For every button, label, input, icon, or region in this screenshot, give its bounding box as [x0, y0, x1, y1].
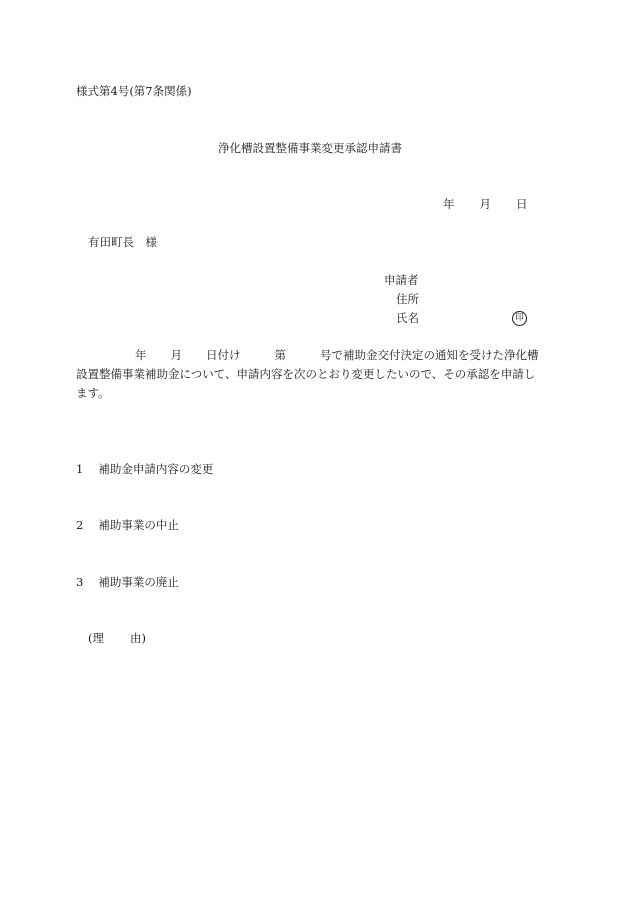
body-line-1 — [135, 350, 539, 362]
item-1-number: 1 — [76, 462, 84, 476]
reason-close: 由) — [130, 631, 146, 645]
body-year: 年 — [135, 348, 147, 362]
applicant-address-label: 住所 — [396, 292, 419, 306]
body-number-prefix: 第 — [274, 348, 286, 362]
reason-open: (理 — [88, 631, 104, 645]
reason-heading — [88, 633, 146, 645]
seal-circle: 印 — [512, 311, 527, 326]
date-year: 年 — [443, 197, 455, 211]
body-month: 月 — [170, 348, 182, 362]
body-line-3: ます。 — [76, 386, 110, 400]
addressee: 有田町長 様 — [88, 235, 157, 249]
body-line-1-rest: 号で補助金交付決定の通知を受けた浄化槽 — [320, 348, 539, 362]
item-1 — [76, 464, 213, 476]
date-day: 日 — [516, 197, 528, 211]
document-title: 浄化槽設置整備事業変更承認申請書 — [218, 141, 402, 155]
item-3 — [76, 577, 179, 589]
item-2-number: 2 — [76, 518, 84, 532]
body-dated: 日付け — [206, 348, 241, 362]
body-line-2: 設置整備事業補助金について、申請内容を次のとおり変更したいので、その承認を申請し — [76, 367, 536, 381]
item-1-label: 補助金申請内容の変更 — [98, 462, 214, 476]
item-3-number: 3 — [76, 575, 84, 589]
date-line — [443, 199, 528, 211]
seal-mark — [512, 311, 527, 326]
date-month: 月 — [479, 197, 491, 211]
item-2 — [76, 520, 179, 532]
form-number: 様式第4号(第7条関係) — [76, 84, 192, 98]
applicant-heading: 申請者 — [384, 273, 419, 287]
item-2-label: 補助事業の中止 — [98, 518, 179, 532]
applicant-name-label: 氏名 — [396, 311, 419, 325]
item-3-label: 補助事業の廃止 — [98, 575, 179, 589]
